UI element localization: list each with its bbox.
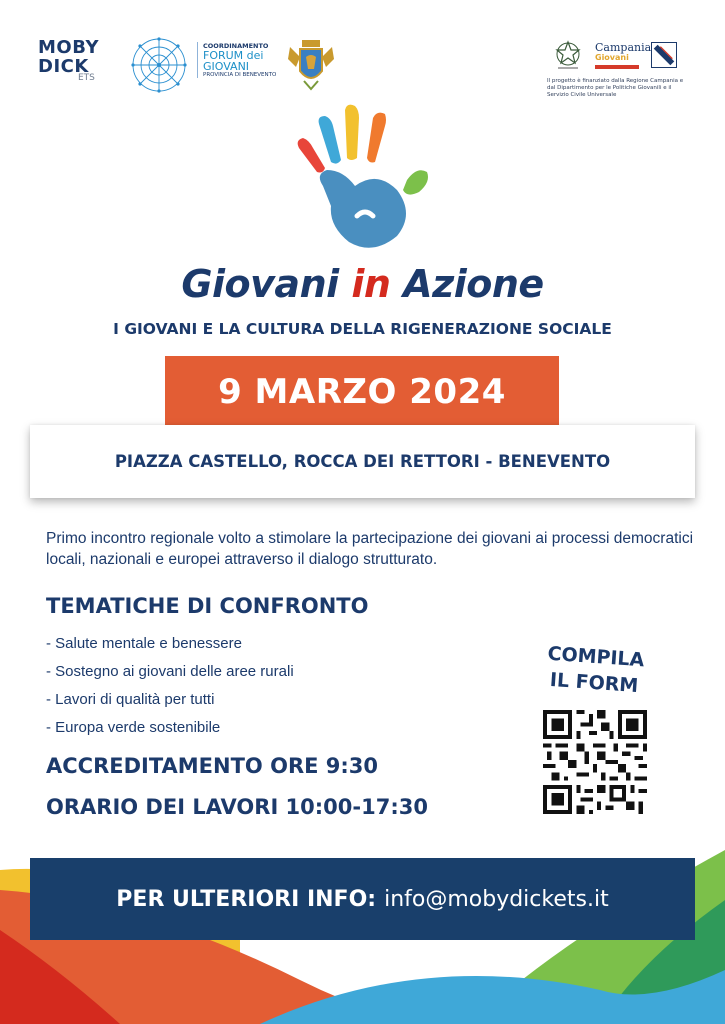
event-intro: Primo incontro regionale volto a stimolare la partecipazione dei giovani ai processi democratici locali, nazionali e europei attraverso il dialogo strutturato.: [46, 530, 694, 568]
accreditation-time: ACCREDITAMENTO ORE 9:30: [46, 754, 379, 778]
event-venue-banner: PIAZZA CASTELLO, ROCCA DEI RETTORI - BENEVENTO: [30, 425, 695, 498]
title-part1: Giovani: [181, 262, 352, 306]
form-callout-line2: IL FORM: [549, 668, 639, 698]
moby-logo-suffix: ETS: [78, 73, 95, 83]
giovani-logo-text: Giovani: [595, 53, 629, 62]
moby-dick-logo: [38, 38, 108, 83]
campania-logo-text: Campania: [595, 41, 652, 54]
header-logos: [0, 0, 725, 110]
institutional-logos: [547, 40, 687, 99]
event-title: [0, 262, 725, 306]
contact-email-link[interactable]: info@mobydickets.it: [384, 886, 609, 912]
campania-red-bar: [595, 65, 639, 69]
contact-info-banner: [30, 858, 695, 940]
italian-republic-emblem-icon: [555, 40, 581, 70]
moby-logo-line1: MOBY: [38, 37, 99, 58]
benevento-crest-icon: [286, 37, 336, 93]
topic-item: - Salute mentale e benessere: [46, 635, 242, 652]
forum-network-icon: [130, 36, 188, 94]
form-callout: [518, 639, 671, 701]
form-callout-line1: COMPILA: [546, 642, 645, 672]
topics-heading: TEMATICHE DI CONFRONTO: [46, 594, 369, 618]
topic-item: - Sostegno ai giovani delle aree rurali: [46, 663, 294, 680]
forum-logo-line2: FORUM dei: [203, 49, 264, 62]
event-date-banner: 9 MARZO 2024: [165, 356, 559, 428]
contact-info-label: PER ULTERIORI INFO:: [116, 886, 377, 912]
working-hours: ORARIO DEI LAVORI 10:00-17:30: [46, 795, 428, 819]
moby-logo-line2: DICK: [38, 56, 89, 77]
title-part2: in: [351, 262, 391, 306]
forum-logo-line4: PROVINCIA DI BENEVENTO: [203, 72, 277, 78]
forum-giovani-logo: [197, 42, 277, 78]
forum-logo-line1: COORDINAMENTO: [203, 42, 269, 50]
qr-code-icon[interactable]: [543, 710, 647, 814]
forum-logo-line3: GIOVANI: [203, 60, 250, 73]
topic-item: - Lavori di qualità per tutti: [46, 691, 215, 708]
colorful-hand-icon: [293, 104, 433, 254]
funding-note: Il progetto è finanziato dalla Regione Campania e dal Dipartimento per le Politiche Giovanili e il Servizio Civile Universale: [547, 78, 684, 98]
topics-list: [46, 630, 294, 742]
title-part3: Azione: [390, 262, 544, 306]
topic-item: - Europa verde sostenibile: [46, 719, 221, 736]
event-subtitle: I GIOVANI E LA CULTURA DELLA RIGENERAZIONE SOCIALE: [113, 320, 612, 338]
regione-campania-coat-icon: [651, 42, 677, 68]
